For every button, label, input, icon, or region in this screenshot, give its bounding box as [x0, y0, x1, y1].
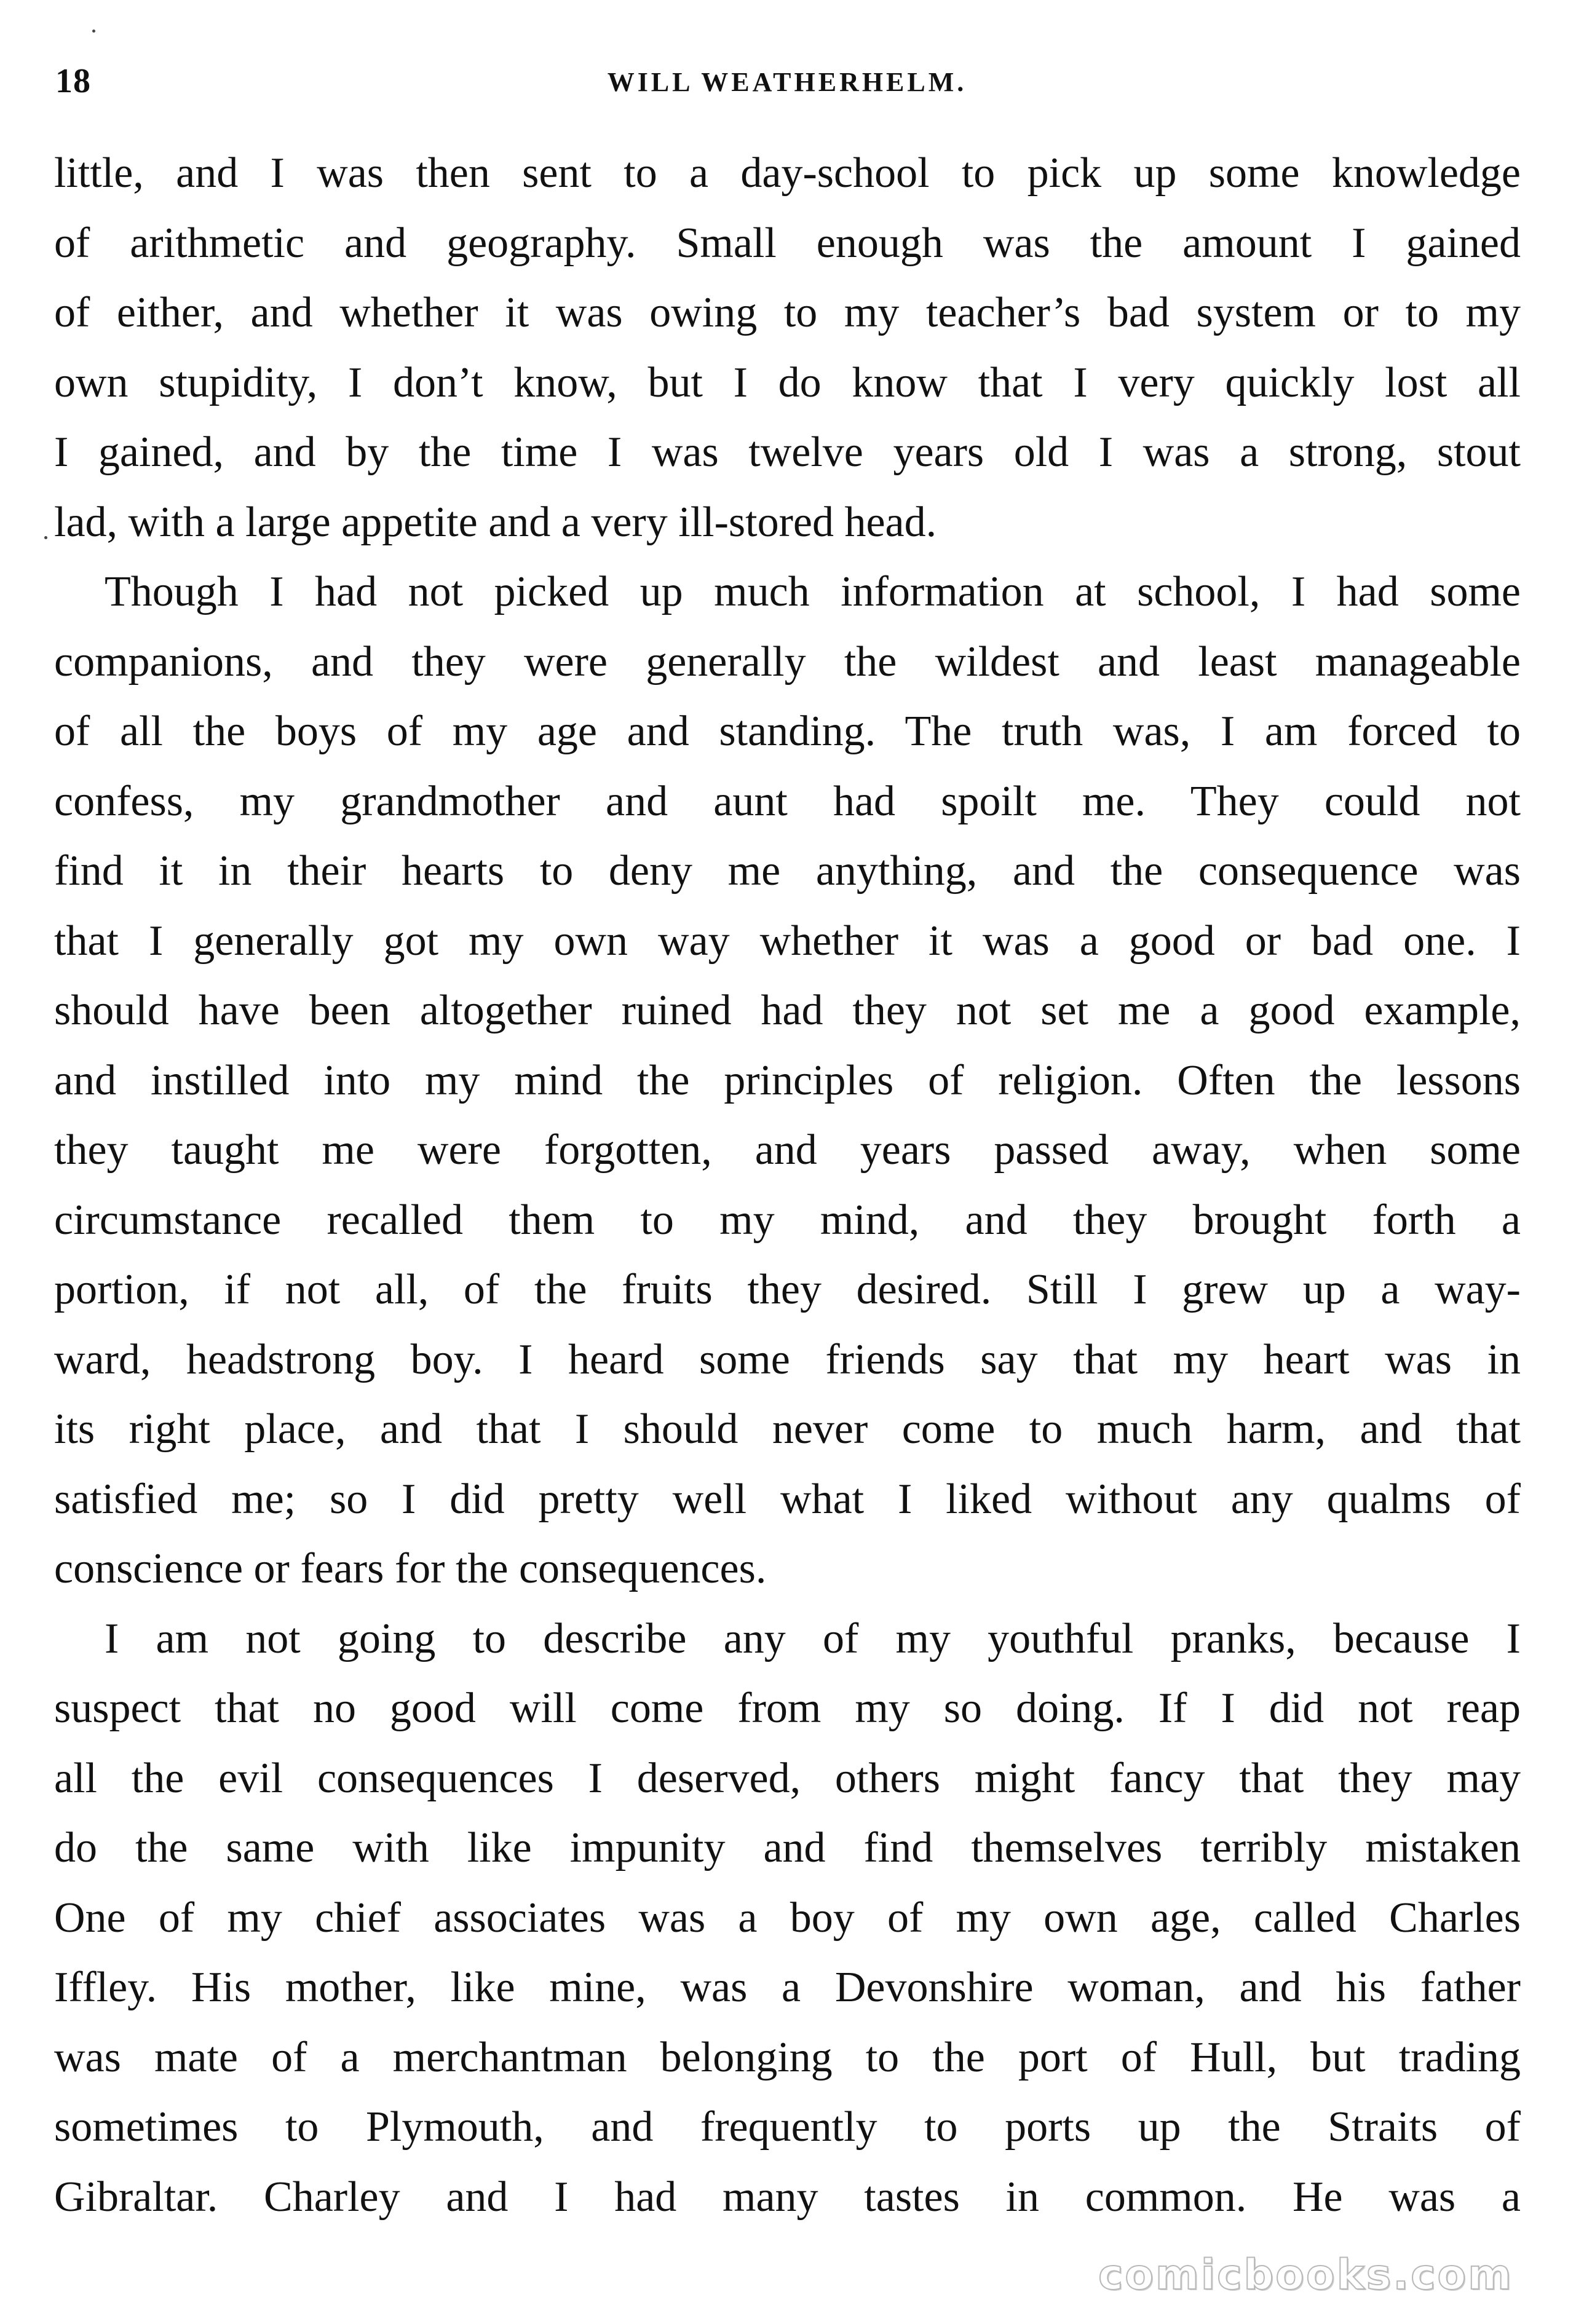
page-number: 18 — [55, 62, 91, 100]
running-title: WILL WEATHERHELM. — [607, 67, 967, 97]
paragraph-start-line: I am not going to describe any of my youthful pranks, because I — [105, 1615, 1521, 1662]
text-line: of arithmetic and geography. Small enough was the amount I gained — [54, 219, 1521, 267]
text-line: ward, headstrong boy. I heard some friends say that my heart was in — [54, 1335, 1521, 1383]
text-line: suspect that no good will come from my so doing. If I did not reap — [54, 1685, 1521, 1732]
print-speck — [92, 30, 95, 33]
text-line: all the evil consequences I deserved, others might fancy that they may — [54, 1754, 1521, 1802]
print-speck — [44, 536, 47, 539]
watermark-logo: comicbooks.com — [1098, 2251, 1513, 2299]
text-line: circumstance recalled them to my mind, and they brought forth a — [54, 1196, 1521, 1244]
text-line: portion, if not all, of the fruits they desired. Still I grew up a way- — [54, 1266, 1521, 1313]
text-line: confess, my grandmother and aunt had spoilt me. They could not — [54, 777, 1521, 825]
text-line: they taught me were forgotten, and years passed away, when some — [54, 1126, 1521, 1174]
text-line: I gained, and by the time I was twelve years old I was a strong, stout — [54, 429, 1521, 476]
text-line: and instilled into my mind the principles of religion. Often the lessons — [54, 1056, 1521, 1104]
text-line: its right place, and that I should never come to much harm, and that — [54, 1405, 1521, 1453]
text-line: sometimes to Plymouth, and frequently to ports up the Straits of — [54, 2103, 1521, 2151]
text-line: was mate of a merchantman belonging to the port of Hull, but trading — [54, 2033, 1521, 2081]
text-line: of all the boys of my age and standing. The truth was, I am forced to — [54, 708, 1521, 755]
text-line: of either, and whether it was owing to my teacher’s bad system or to my — [54, 289, 1521, 336]
paragraph-start-line: Though I had not picked up much information at school, I had some — [105, 568, 1521, 615]
text-line: own stupidity, I don’t know, but I do know that I very quickly lost all — [54, 358, 1521, 406]
text-line: find it in their hearts to deny me anything, and the consequence was — [54, 847, 1521, 895]
running-head — [55, 61, 1519, 117]
text-line: do the same with like impunity and find themselves terribly mistaken — [54, 1824, 1521, 1871]
text-line: that I generally got my own way whether it was a good or bad one. I — [54, 917, 1521, 965]
text-line: One of my chief associates was a boy of my own age, called Charles — [54, 1894, 1521, 1942]
text-line: little, and I was then sent to a day-school to pick up some knowledge — [54, 149, 1521, 197]
body-text — [54, 138, 1521, 2232]
text-line: should have been altogether ruined had they not set me a good example, — [54, 987, 1521, 1034]
text-line: Iffley. His mother, like mine, was a Devonshire woman, and his father — [54, 1964, 1521, 2011]
text-line: conscience or fears for the consequences. — [54, 1545, 767, 1592]
text-line: satisfied me; so I did pretty well what I liked without any qualms of — [54, 1475, 1521, 1523]
text-line: lad, with a large appetite and a very ill-stored head. — [54, 498, 937, 546]
text-line: Gibraltar. Charley and I had many tastes in common. He was a — [54, 2173, 1521, 2221]
text-line: companions, and they were generally the wildest and least manageable — [54, 638, 1521, 686]
